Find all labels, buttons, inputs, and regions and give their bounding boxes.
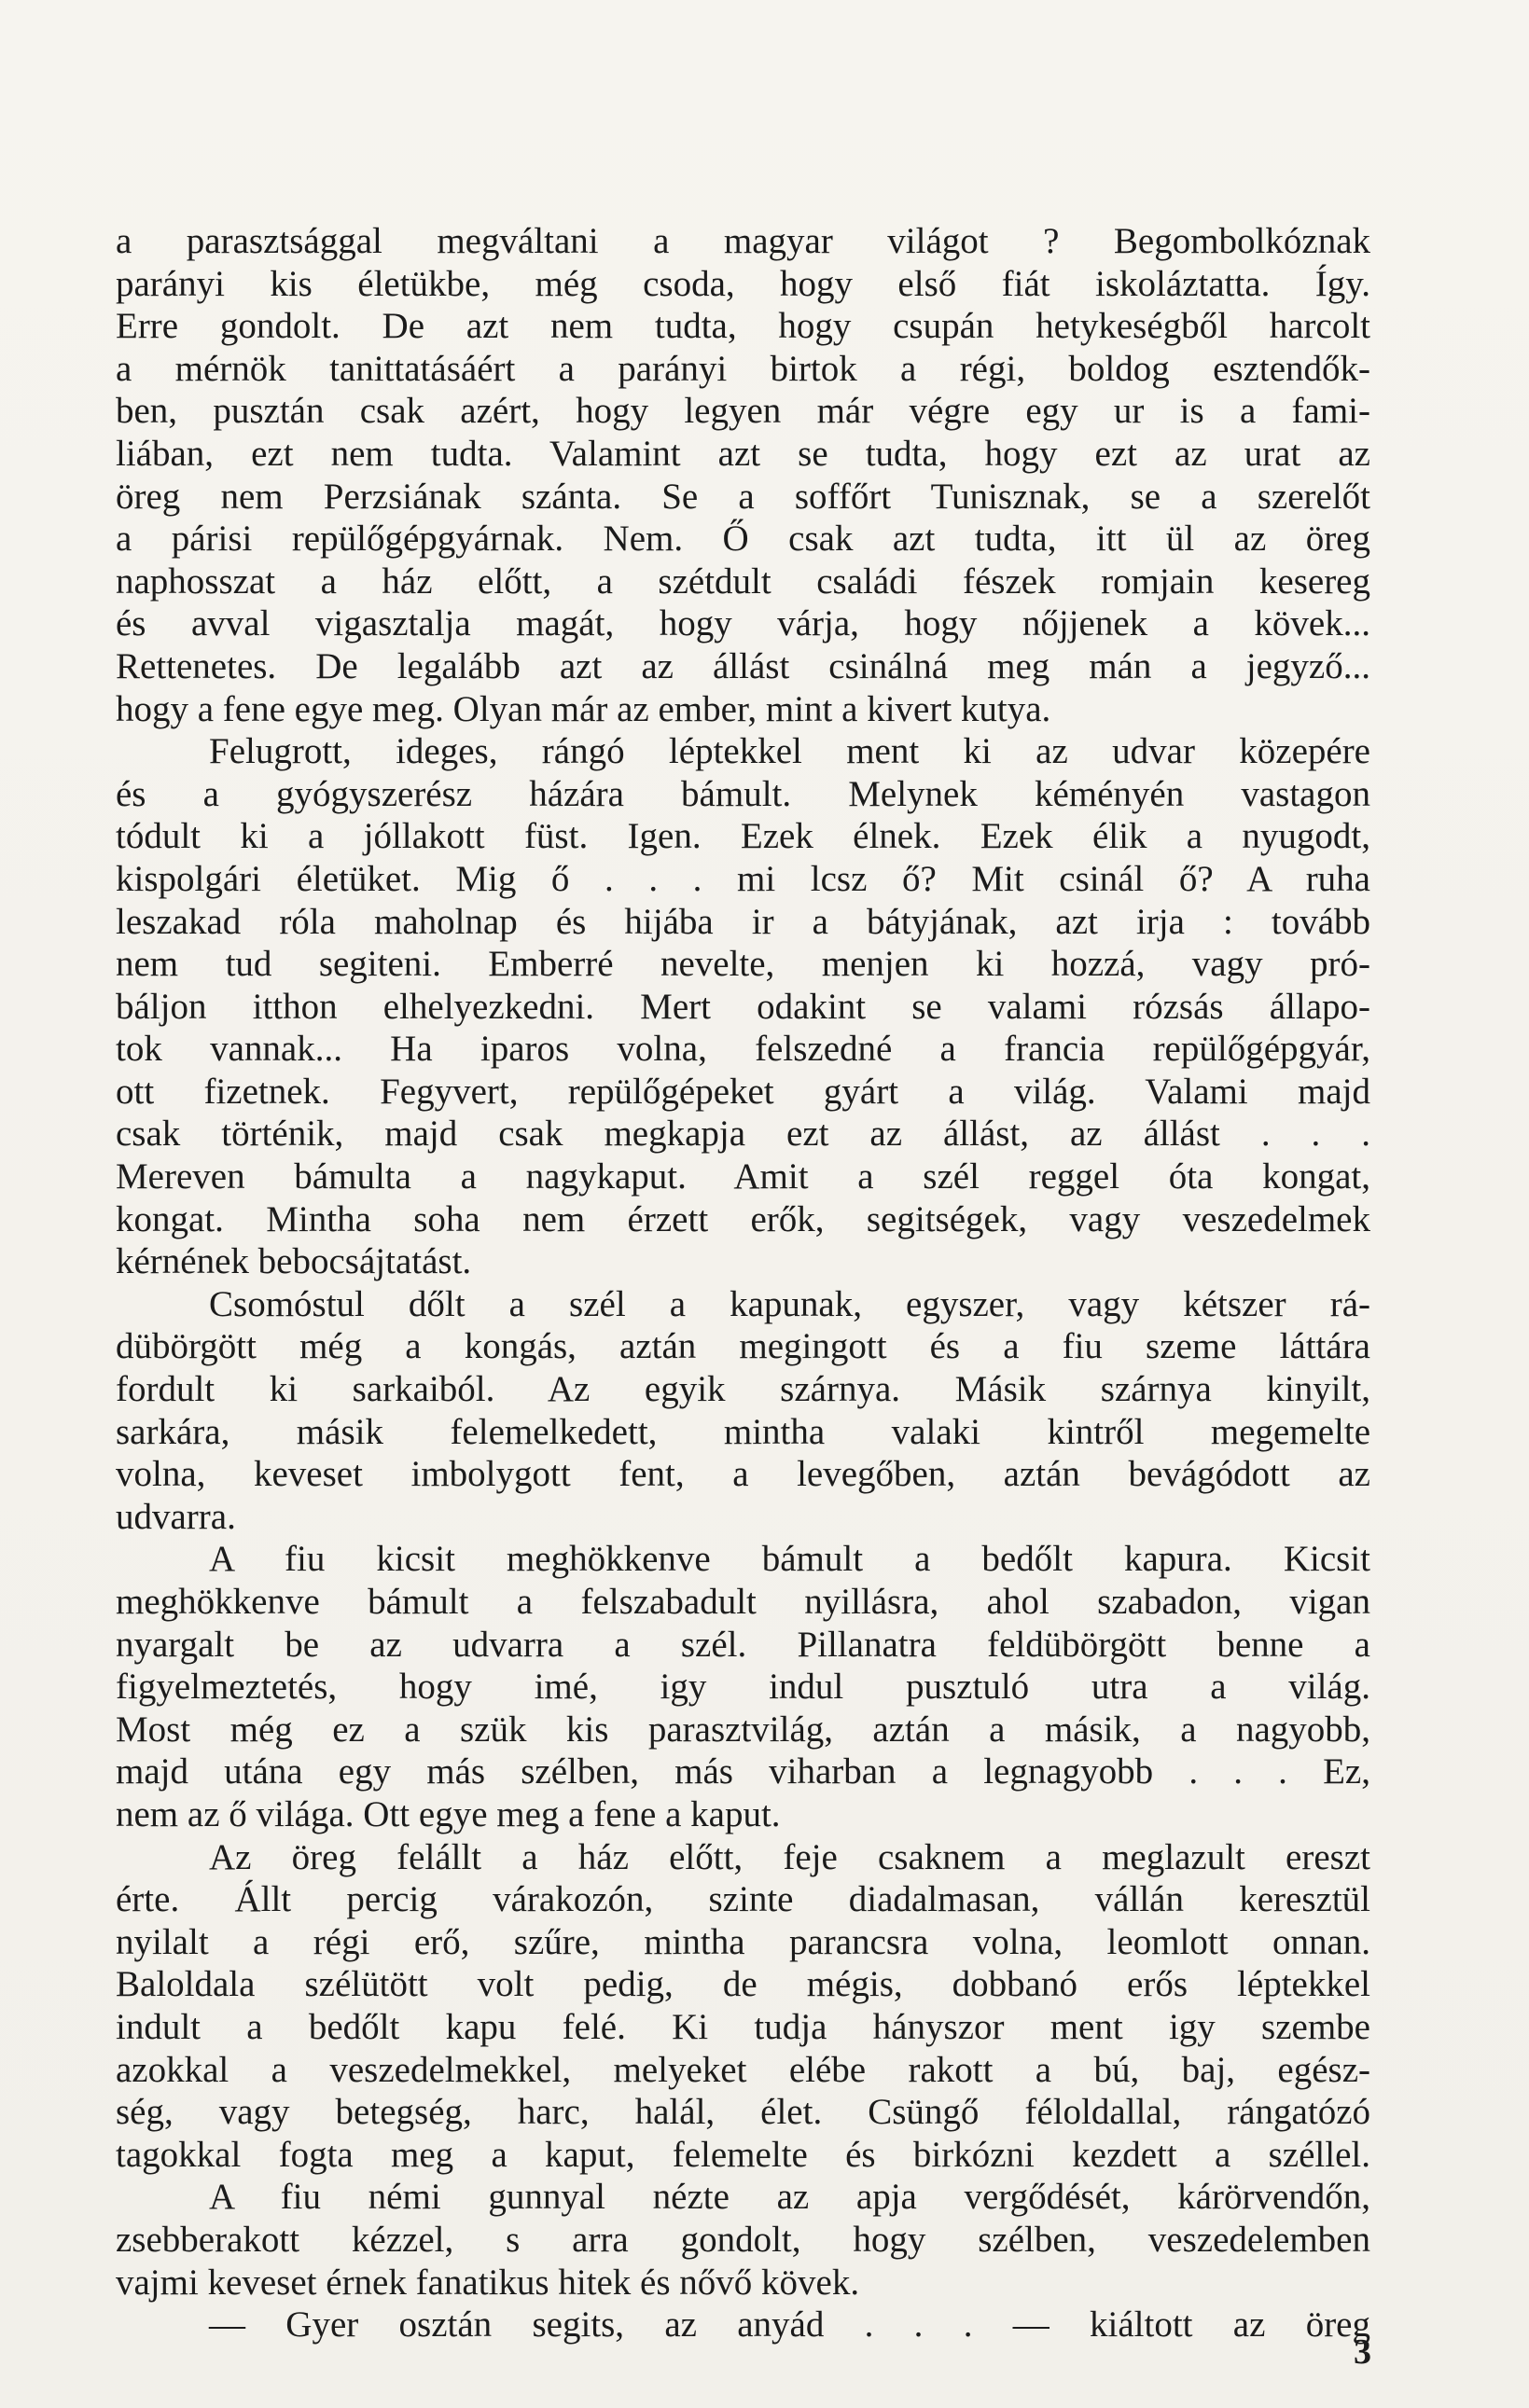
text-line: nyilalt a régi erő, szűre, mintha parancsra volna, leomlott onnan. bbox=[116, 1921, 1370, 1962]
page-number: 3 bbox=[1354, 2332, 1371, 2372]
text-line: kérnének bebocsájtatást. bbox=[116, 1241, 472, 1282]
text-line: tagokkal fogta meg a kaput, felemelte és birkózni kezdett a széllel. bbox=[116, 2134, 1370, 2175]
text-line: fordult ki sarkaiból. Az egyik szárnya. Másik szárnya kinyilt, bbox=[116, 1369, 1370, 1410]
text-line: zsebberakott kézzel, s arra gondolt, hogy szélben, veszedelemben bbox=[116, 2219, 1370, 2260]
text-line: ott fizetnek. Fegyvert, repülőgépeket gyárt a világ. Valami majd bbox=[116, 1071, 1370, 1112]
text-line: Most még ez a szük kis parasztvilág, aztán a másik, a nagyobb, bbox=[116, 1709, 1370, 1750]
text-line: kispolgári életüket. Mig ő . . . mi lcsz ő? Mit csinál ő? A ruha bbox=[116, 858, 1370, 899]
text-line: Erre gondolt. De azt nem tudta, hogy csupán hetykeségből harcolt bbox=[116, 306, 1370, 347]
text-line: — Gyer osztán segits, az anyád . . . — kiáltott az öreg bbox=[209, 2304, 1370, 2346]
text-line: A fiu kicsit meghökkenve bámult a bedőlt kapura. Kicsit bbox=[209, 1539, 1370, 1580]
text-line: nem tud segiteni. Emberré nevelte, menjen ki hozzá, vagy pró- bbox=[116, 944, 1370, 985]
text-line: sarkára, másik felemelkedett, mintha valaki kintről megemelte bbox=[116, 1411, 1370, 1452]
text-line: Az öreg felállt a ház előtt, feje csaknem a meglazult ereszt bbox=[209, 1836, 1370, 1877]
text-line: Baloldala szélütött volt pedig, de mégis, dobbanó erős léptekkel bbox=[116, 1964, 1370, 2005]
text-line: Mereven bámulta a nagykaput. Amit a szél reggel óta kongat, bbox=[116, 1156, 1370, 1197]
text-line: Rettenetes. De legalább azt az állást csinálná meg mán a jegyző... bbox=[116, 645, 1370, 686]
text-line: kongat. Mintha soha nem érzett erők, segitségek, vagy veszedelmek bbox=[116, 1198, 1370, 1239]
text-line: parányi kis életükbe, még csoda, hogy első fiát iskoláztatta. Így. bbox=[116, 263, 1370, 304]
text-line: hogy a fene egye meg. Olyan már az ember, mint a kivert kutya. bbox=[116, 688, 1051, 729]
text-line: volna, keveset imbolygott fent, a levegőben, aztán bevágódott az bbox=[116, 1454, 1370, 1495]
text-line: nyargalt be az udvarra a szél. Pillanatra feldübörgött benne a bbox=[116, 1624, 1370, 1665]
text-line: meghökkenve bámult a felszabadult nyillásra, ahol szabadon, vigan bbox=[116, 1582, 1370, 1622]
text-line: és a gyógyszerész házára bámult. Melynek kéményén vastagon bbox=[116, 773, 1370, 814]
text-line: majd utána egy más szélben, más viharban a legnagyobb . . . Ez, bbox=[116, 1751, 1370, 1792]
body-text bbox=[116, 220, 1370, 2346]
text-line: és avval vigasztalja magát, hogy várja, hogy nőjjenek a kövek... bbox=[116, 603, 1370, 644]
text-line: naphosszat a ház előtt, a szétdult családi fészek romjain kesereg bbox=[116, 560, 1370, 602]
text-line: liában, ezt nem tudta. Valamint azt se tudta, hogy ezt az urat az bbox=[116, 433, 1370, 474]
text-line: tok vannak... Ha iparos volna, felszedné a francia repülőgépgyár, bbox=[116, 1029, 1370, 1070]
text-line: nem az ő világa. Ott egye meg a fene a kaput. bbox=[116, 1793, 781, 1834]
text-line: dübörgött még a kongás, aztán megingott és a fiu szeme láttára bbox=[116, 1326, 1370, 1367]
text-line: érte. Állt percig várakozón, szinte diadalmasan, vállán keresztül bbox=[116, 1879, 1370, 1920]
text-line: indult a bedőlt kapu felé. Ki tudja hányszor ment igy szembe bbox=[116, 2006, 1370, 2047]
text-line: udvarra. bbox=[116, 1496, 236, 1537]
text-line: a párisi repülőgépgyárnak. Nem. Ő csak azt tudta, itt ül az öreg bbox=[116, 519, 1370, 560]
text-line: Felugrott, ideges, rángó léptekkel ment ki az udvar közepére bbox=[209, 731, 1370, 772]
text-line: a mérnök tanittatásáért a parányi birtok a régi, boldog esztendők- bbox=[116, 348, 1370, 389]
text-line: tódult ki a jóllakott füst. Igen. Ezek élnek. Ezek élik a nyugodt, bbox=[116, 816, 1370, 857]
text-line: a parasztsággal megváltani a magyar világot ? Begombolkóznak bbox=[116, 221, 1370, 261]
text-line: vajmi keveset érnek fanatikus hitek és nővő kövek. bbox=[116, 2262, 860, 2303]
text-line: báljon itthon elhelyezkedni. Mert odakint se valami rózsás állapo- bbox=[116, 986, 1370, 1027]
text-line: csak történik, majd csak megkapja ezt az állást, az állást . . . bbox=[116, 1114, 1370, 1155]
text-line: ben, pusztán csak azért, hogy legyen már végre egy ur is a fami- bbox=[116, 391, 1370, 432]
text-line: leszakad róla maholnap és hijába ir a bátyjának, azt irja : tovább bbox=[116, 901, 1370, 942]
text-line: Csomóstul dőlt a szél a kapunak, egyszer, vagy kétszer rá- bbox=[209, 1283, 1370, 1324]
text-line: A fiu némi gunnyal nézte az apja vergődését, kárörvendőn, bbox=[209, 2177, 1370, 2218]
text-line: ség, vagy betegség, harc, halál, élet. Csüngő féloldallal, rángatózó bbox=[116, 2092, 1370, 2133]
text-line: azokkal a veszedelmekkel, melyeket elébe rakott a bú, baj, egész- bbox=[116, 2049, 1370, 2090]
text-line: figyelmeztetés, hogy imé, igy indul pusztuló utra a világ. bbox=[116, 1667, 1370, 1708]
text-line: öreg nem Perzsiának szánta. Se a soffőrt Tunisznak, se a szerelőt bbox=[116, 476, 1370, 517]
